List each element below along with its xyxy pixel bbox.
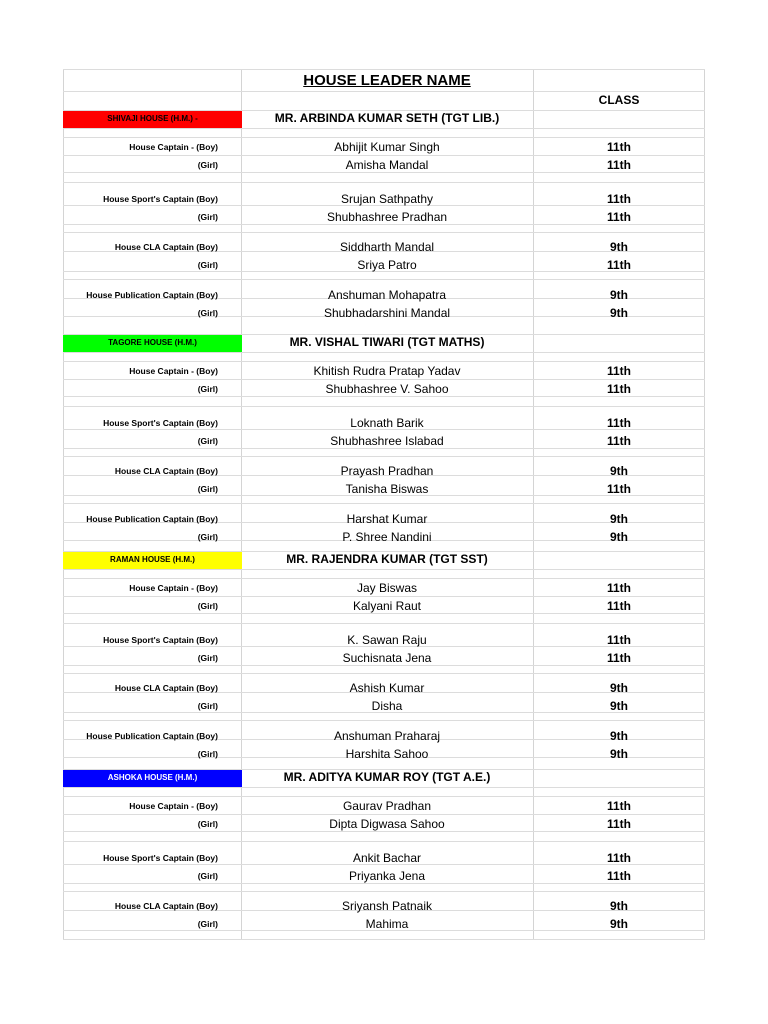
grid-line — [63, 814, 705, 815]
student-class: 11th — [606, 599, 631, 613]
student-class: 11th — [606, 633, 631, 647]
student-name: Dipta Digwasa Sahoo — [329, 817, 445, 831]
role-label: House Captain - (Boy) — [129, 583, 218, 593]
role-label: House Captain - (Boy) — [129, 801, 218, 811]
role-label: House CLA Captain (Boy) — [114, 683, 218, 693]
house-leader-sheet — [63, 69, 705, 940]
grid-line — [63, 673, 705, 674]
page-title: HOUSE LEADER NAME — [303, 72, 471, 89]
role-label: House CLA Captain (Boy) — [114, 901, 218, 911]
grid-line — [63, 155, 705, 156]
student-class: 9th — [610, 699, 628, 713]
role-label: (Girl) — [197, 653, 218, 663]
student-name: Prayash Pradhan — [340, 464, 434, 478]
student-name: Khitish Rudra Pratap Yadav — [313, 364, 461, 378]
student-class: 9th — [610, 899, 628, 913]
grid-line — [63, 379, 705, 380]
grid-line — [63, 456, 705, 457]
student-name: Anshuman Mohapatra — [327, 288, 447, 302]
role-label: (Girl) — [197, 749, 218, 759]
student-class: 9th — [610, 747, 628, 761]
class-column-header: CLASS — [598, 93, 640, 107]
role-label: House Sport's Captain (Boy) — [103, 853, 218, 863]
role-label: (Girl) — [197, 871, 218, 881]
grid-line — [63, 665, 705, 666]
grid-line — [63, 128, 705, 129]
grid-line — [63, 172, 705, 173]
student-name: Tanisha Biswas — [345, 482, 429, 496]
grid-line — [63, 883, 705, 884]
student-class: 9th — [610, 917, 628, 931]
grid-line — [63, 720, 705, 721]
grid-line — [63, 831, 705, 832]
grid-line — [63, 279, 705, 280]
role-label: House CLA Captain (Boy) — [114, 466, 218, 476]
student-name: K. Sawan Raju — [347, 633, 427, 647]
grid-line — [63, 396, 705, 397]
student-name: Sriya Patro — [357, 258, 417, 272]
student-name: Ashish Kumar — [349, 681, 425, 695]
grid-line — [63, 769, 705, 770]
house-label: SHIVAJI HOUSE (H.M.) - — [63, 110, 242, 128]
student-class: 11th — [606, 210, 631, 224]
grid-line — [63, 551, 705, 552]
student-name: Gaurav Pradhan — [342, 799, 432, 813]
role-label: (Girl) — [197, 384, 218, 394]
student-name: Amisha Mandal — [345, 158, 429, 172]
student-name: Ankit Bachar — [352, 851, 422, 865]
student-class: 9th — [610, 530, 628, 544]
role-label: House Sport's Captain (Boy) — [103, 418, 218, 428]
student-name: Anshuman Praharaj — [333, 729, 441, 743]
student-class: 11th — [606, 799, 631, 813]
student-name: Harshat Kumar — [346, 512, 428, 526]
grid-line — [63, 352, 705, 353]
grid-line — [63, 787, 705, 788]
grid-line — [63, 796, 705, 797]
grid-line — [63, 110, 705, 111]
role-label: (Girl) — [197, 160, 218, 170]
role-label: (Girl) — [197, 532, 218, 542]
student-name: Suchisnata Jena — [342, 651, 432, 665]
student-name: Shubhashree Pradhan — [326, 210, 448, 224]
role-label: House CLA Captain (Boy) — [114, 242, 218, 252]
role-label: (Girl) — [197, 819, 218, 829]
role-label: (Girl) — [197, 260, 218, 270]
role-label: House Publication Captain (Boy) — [86, 290, 218, 300]
student-class: 11th — [606, 869, 631, 883]
student-name: Loknath Barik — [350, 416, 424, 430]
student-class: 9th — [610, 681, 628, 695]
role-label: (Girl) — [197, 701, 218, 711]
student-class: 11th — [606, 192, 631, 206]
student-class: 9th — [610, 512, 628, 526]
house-label: TAGORE HOUSE (H.M.) — [63, 334, 242, 352]
grid-line — [63, 137, 705, 138]
role-label: House Sport's Captain (Boy) — [103, 635, 218, 645]
role-label: (Girl) — [197, 484, 218, 494]
student-class: 11th — [606, 382, 631, 396]
student-class: 11th — [606, 817, 631, 831]
grid-line — [63, 69, 705, 70]
student-name: Priyanka Jena — [348, 869, 426, 883]
role-label: House Publication Captain (Boy) — [86, 514, 218, 524]
house-label: RAMAN HOUSE (H.M.) — [63, 551, 242, 569]
student-name: Jay Biswas — [356, 581, 418, 595]
student-name: Disha — [371, 699, 403, 713]
student-name: Kalyani Raut — [352, 599, 422, 613]
role-label: (Girl) — [197, 308, 218, 318]
student-name: Srujan Sathpathy — [340, 192, 434, 206]
grid-line — [63, 623, 705, 624]
grid-line — [63, 569, 705, 570]
house-master-name: MR. ADITYA KUMAR ROY (TGT A.E.) — [283, 770, 491, 784]
student-name: P. Shree Nandini — [342, 530, 432, 544]
grid-line — [63, 448, 705, 449]
student-class: 11th — [606, 158, 631, 172]
grid-line — [63, 334, 705, 335]
student-class: 9th — [610, 729, 628, 743]
grid-line — [63, 91, 705, 92]
grid-line — [63, 578, 705, 579]
grid-line — [63, 613, 705, 614]
role-label: (Girl) — [197, 436, 218, 446]
student-class: 11th — [606, 364, 631, 378]
student-class: 11th — [606, 581, 631, 595]
house-master-name: MR. ARBINDA KUMAR SETH (TGT LIB.) — [274, 111, 500, 125]
student-name: Harshita Sahoo — [345, 747, 429, 761]
grid-line — [63, 503, 705, 504]
house-master-name: MR. VISHAL TIWARI (TGT MATHS) — [289, 335, 485, 349]
role-label: House Sport's Captain (Boy) — [103, 194, 218, 204]
student-class: 11th — [606, 651, 631, 665]
role-label: (Girl) — [197, 212, 218, 222]
role-label: House Captain - (Boy) — [129, 142, 218, 152]
student-name: Sriyansh Patnaik — [341, 899, 433, 913]
student-name: Mahima — [365, 917, 409, 931]
grid-line — [63, 939, 705, 940]
student-name: Shubhashree V. Sahoo — [325, 382, 449, 396]
student-class: 11th — [606, 434, 631, 448]
grid-line — [63, 182, 705, 183]
grid-line — [63, 361, 705, 362]
grid-line — [63, 406, 705, 407]
house-master-name: MR. RAJENDRA KUMAR (TGT SST) — [286, 552, 488, 566]
role-label: House Publication Captain (Boy) — [86, 731, 218, 741]
student-class: 9th — [610, 464, 628, 478]
role-label: (Girl) — [197, 601, 218, 611]
grid-line — [63, 224, 705, 225]
student-name: Siddharth Mandal — [339, 240, 435, 254]
student-name: Abhijit Kumar Singh — [334, 140, 440, 154]
student-name: Shubhadarshini Mandal — [323, 306, 451, 320]
student-class: 9th — [610, 288, 628, 302]
student-class: 11th — [606, 851, 631, 865]
role-label: (Girl) — [197, 919, 218, 929]
student-class: 11th — [606, 258, 631, 272]
student-class: 11th — [606, 416, 631, 430]
grid-line — [63, 232, 705, 233]
role-label: House Captain - (Boy) — [129, 366, 218, 376]
grid-line — [63, 891, 705, 892]
student-class: 9th — [610, 306, 628, 320]
student-name: Shubhashree Islabad — [330, 434, 444, 448]
grid-line — [63, 841, 705, 842]
student-class: 11th — [606, 482, 631, 496]
grid-line — [63, 596, 705, 597]
house-label: ASHOKA HOUSE (H.M.) — [63, 769, 242, 787]
student-class: 9th — [610, 240, 628, 254]
student-class: 11th — [606, 140, 631, 154]
